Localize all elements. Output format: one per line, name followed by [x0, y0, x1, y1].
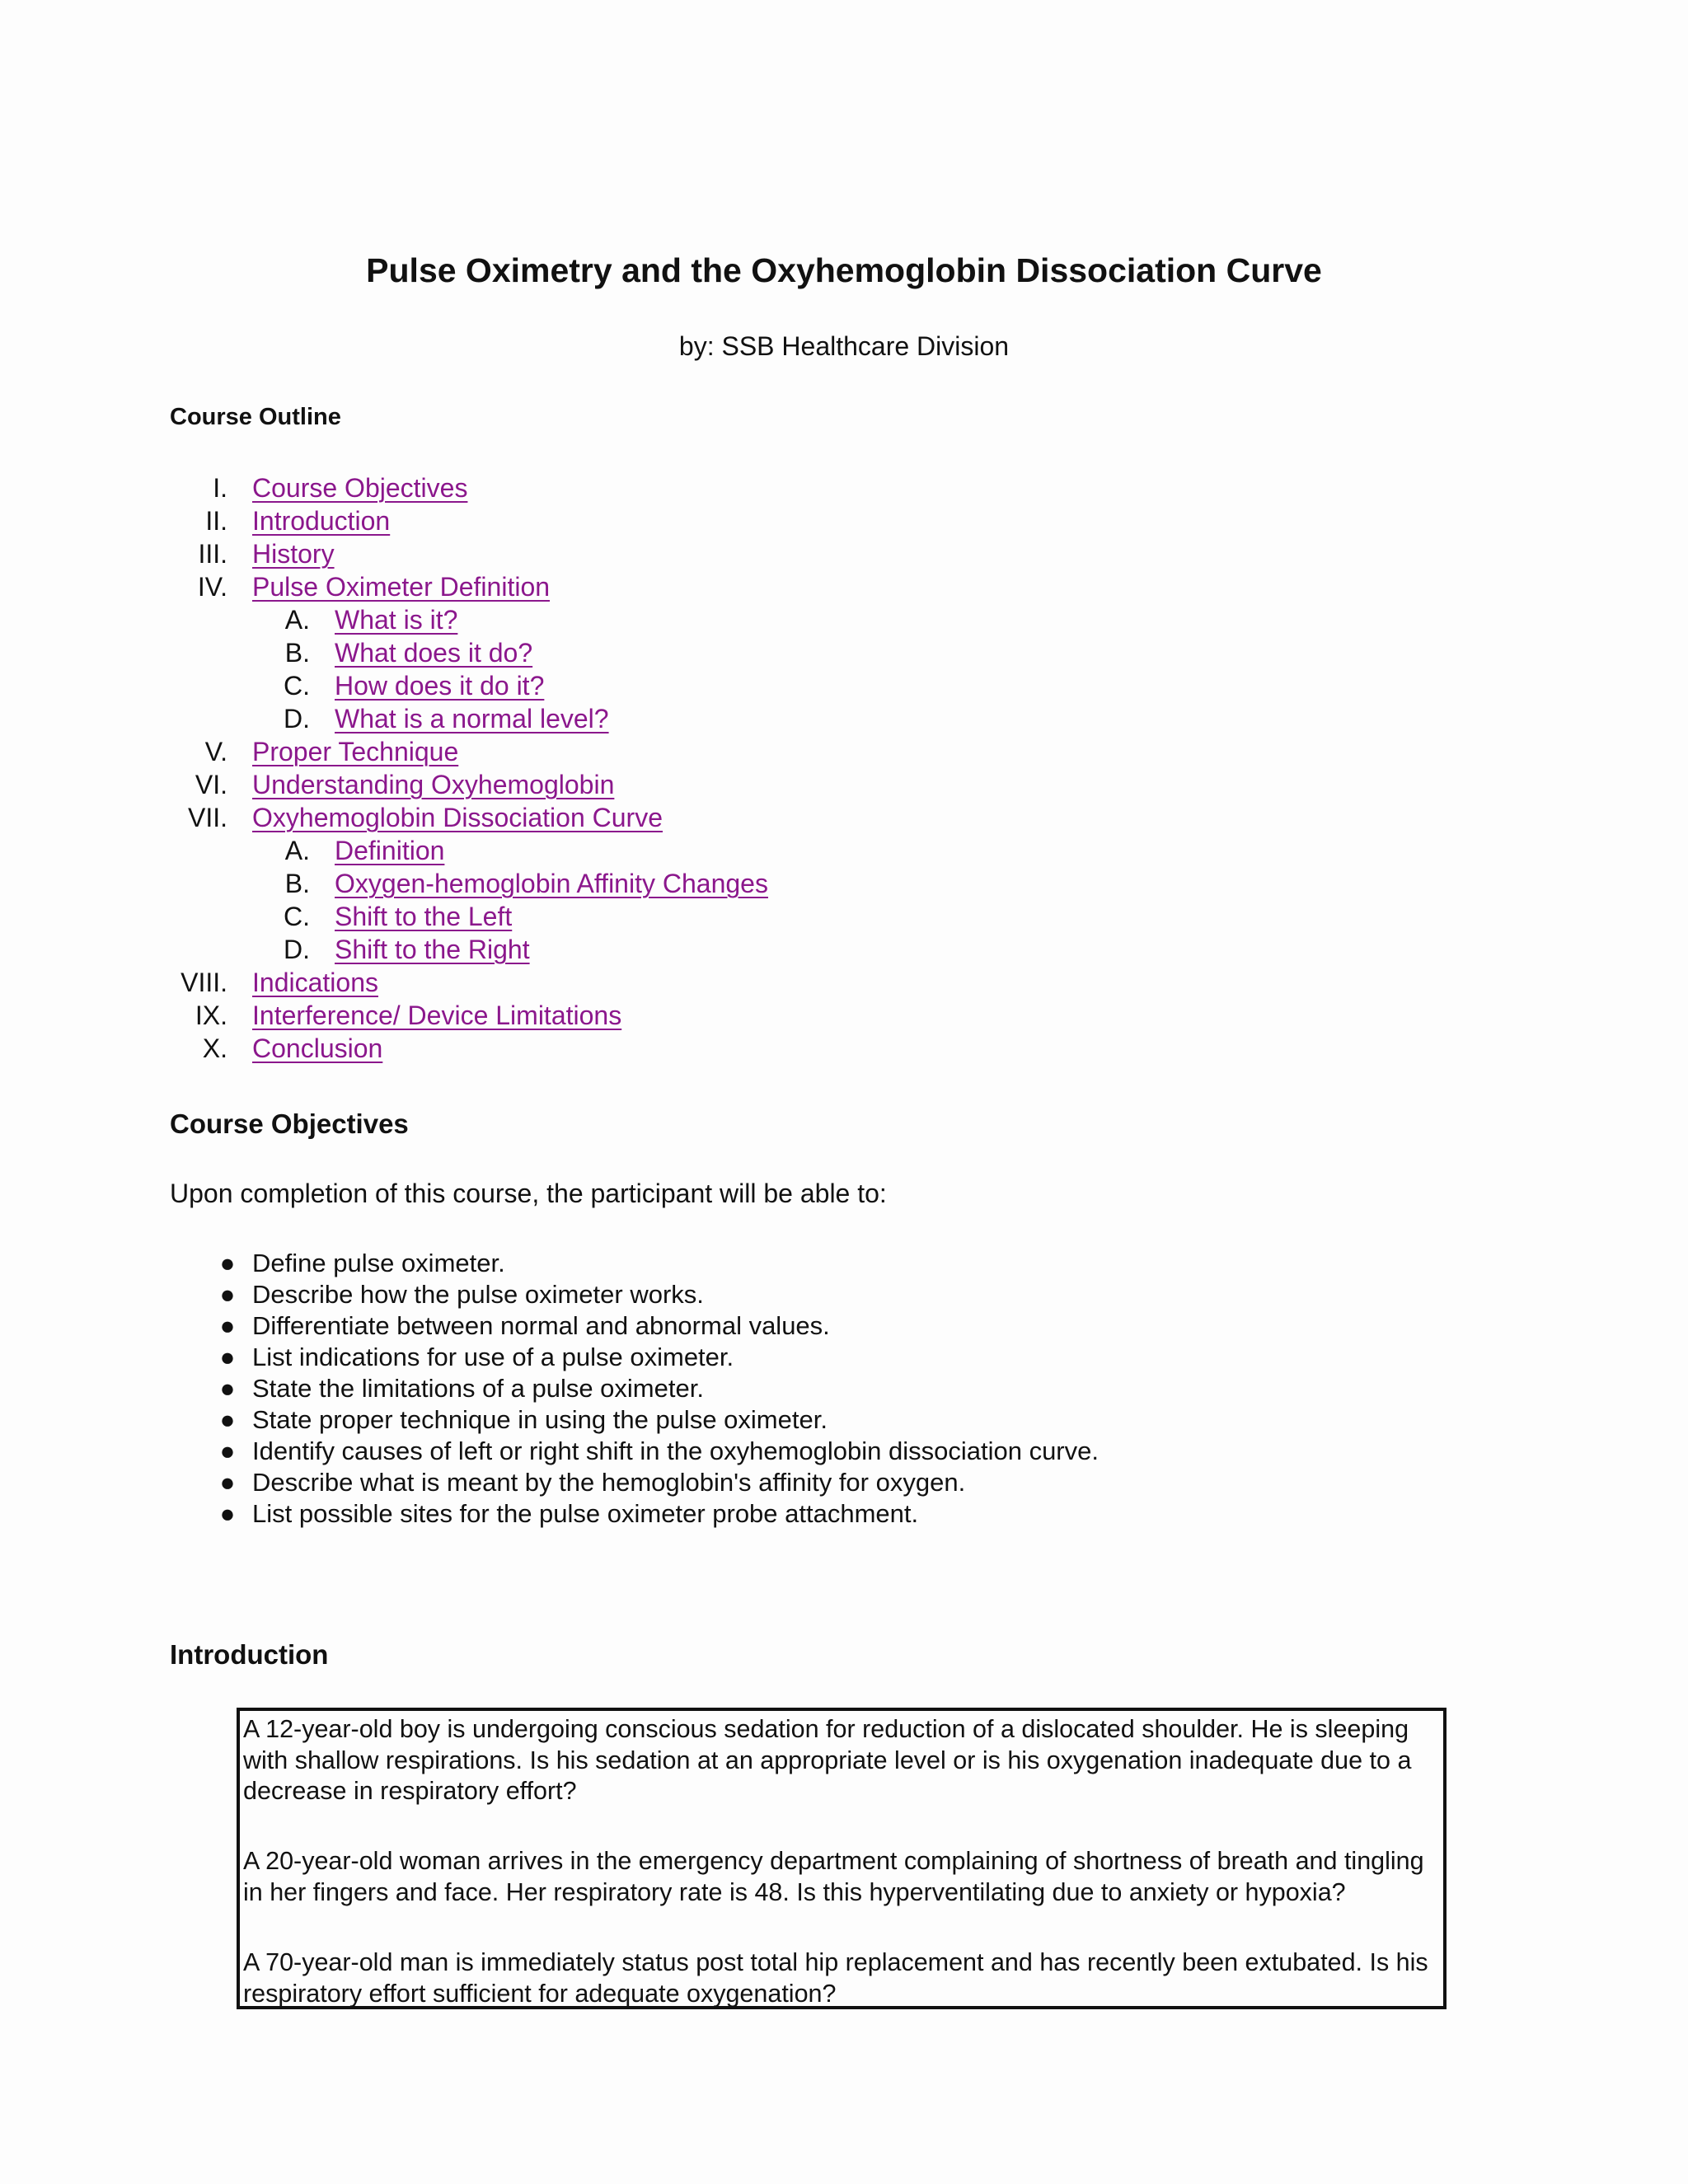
- list-item-text: State proper technique in using the pulse oximeter.: [252, 1405, 828, 1434]
- bullet-icon: ●: [219, 1374, 236, 1403]
- outline-item-number: C.: [284, 671, 310, 701]
- outline-item-number: B.: [284, 869, 310, 898]
- bullet-icon: ●: [219, 1280, 236, 1309]
- outline-link-interference-device-limitations[interactable]: Interference/ Device Limitations: [252, 1001, 622, 1030]
- outline-item-number: V.: [204, 737, 227, 766]
- bullet-icon: ●: [219, 1499, 236, 1528]
- outline-link-understanding-oxyhemoglobin[interactable]: Understanding Oxyhemoglobin: [252, 770, 615, 799]
- outline-link-how-does-it-do-it[interactable]: How does it do it?: [335, 671, 545, 701]
- outline-item-number: VII.: [187, 803, 227, 832]
- list-item-text: List indications for use of a pulse oximeter.: [252, 1343, 734, 1371]
- case-scenario-paragraph: A 20-year-old woman arrives in the emergency department complaining of shortness of breath and tingling in her fingers and face. Her respiratory rate is 48. Is this hyperventilating due to anxiety or hypoxia?: [243, 1847, 1424, 1906]
- bullet-icon: ●: [219, 1468, 236, 1497]
- outline-item-number: A.: [284, 836, 310, 865]
- list-item-text: Describe how the pulse oximeter works.: [252, 1280, 704, 1309]
- outline-item-number: I.: [213, 473, 227, 503]
- list-item-text: Differentiate between normal and abnormal values.: [252, 1311, 830, 1340]
- list-item-text: Describe what is meant by the hemoglobin's affinity for oxygen.: [252, 1468, 966, 1497]
- list-item-text: State the limitations of a pulse oximeter.: [252, 1374, 704, 1403]
- outline-item-number: B.: [284, 638, 310, 668]
- outline-item-number: D.: [284, 704, 310, 733]
- outline-item-number: X.: [202, 1033, 227, 1063]
- document-title: Pulse Oximetry and the Oxyhemoglobin Dissociation Curve: [366, 251, 1322, 289]
- case-scenarios-box: [237, 1708, 1447, 2009]
- case-scenario-paragraph: A 12-year-old boy is undergoing conscious sedation for reduction of a dislocated shoulder. He is sleeping with shallow respirations. Is his sedation at an appropriate level or is his oxygenation inadequate due to a decrease in respiratory effort?: [243, 1715, 1412, 1805]
- course-outline-heading: Course Outline: [170, 404, 341, 430]
- outline-link-pulse-oximeter-definition[interactable]: Pulse Oximeter Definition: [252, 572, 551, 602]
- outline-item-number: A.: [284, 605, 310, 635]
- bullet-icon: ●: [219, 1343, 236, 1371]
- bullet-icon: ●: [219, 1405, 236, 1434]
- course-objectives-heading: Course Objectives: [170, 1108, 409, 1139]
- outline-link-what-is-it[interactable]: What is it?: [335, 605, 458, 635]
- introduction-heading: Introduction: [170, 1639, 329, 1670]
- outline-link-what-does-it-do[interactable]: What does it do?: [335, 638, 533, 668]
- list-item-text: Define pulse oximeter.: [252, 1249, 505, 1277]
- outline-item-number: II.: [205, 506, 227, 536]
- outline-link-course-objectives[interactable]: Course Objectives: [252, 473, 468, 503]
- outline-link-shift-to-the-left[interactable]: Shift to the Left: [335, 902, 513, 931]
- outline-link-shift-to-the-right[interactable]: Shift to the Right: [335, 935, 530, 964]
- outline-link-oxyhemoglobin-dissociation-curve[interactable]: Oxyhemoglobin Dissociation Curve: [252, 803, 663, 832]
- outline-link-indications[interactable]: Indications: [252, 968, 378, 997]
- outline-item-number: IV.: [197, 572, 227, 602]
- outline-item-number: C.: [284, 902, 310, 931]
- outline-link-definition[interactable]: Definition: [335, 836, 445, 865]
- outline-link-conclusion[interactable]: Conclusion: [252, 1033, 383, 1063]
- outline-link-proper-technique[interactable]: Proper Technique: [252, 737, 459, 766]
- outline-item-number: IX.: [195, 1001, 227, 1030]
- objectives-intro-text: Upon completion of this course, the participant will be able to:: [170, 1179, 887, 1208]
- outline-link-introduction[interactable]: Introduction: [252, 506, 391, 536]
- list-item-text: List possible sites for the pulse oximeter probe attachment.: [252, 1499, 919, 1528]
- outline-link-what-is-a-normal-level[interactable]: What is a normal level?: [335, 704, 609, 733]
- outline-item-number: VI.: [195, 770, 227, 799]
- case-scenario-paragraph: A 70-year-old man is immediately status post total hip replacement and has recently been extubated. Is his respiratory effort sufficient for adequate oxygenation?: [243, 1948, 1428, 2008]
- list-item-text: Identify causes of left or right shift in the oxyhemoglobin dissociation curve.: [252, 1436, 1099, 1465]
- outline-link-affinity-changes[interactable]: Oxygen-hemoglobin Affinity Changes: [335, 869, 768, 898]
- outline-item-number: VIII.: [181, 968, 227, 997]
- bullet-icon: ●: [219, 1436, 236, 1465]
- outline-link-history[interactable]: History: [252, 539, 335, 569]
- document-byline: by: SSB Healthcare Division: [678, 331, 1010, 361]
- bullet-icon: ●: [219, 1249, 236, 1277]
- outline-item-number: D.: [284, 935, 310, 964]
- bullet-icon: ●: [219, 1311, 236, 1340]
- outline-item-number: III.: [198, 539, 227, 569]
